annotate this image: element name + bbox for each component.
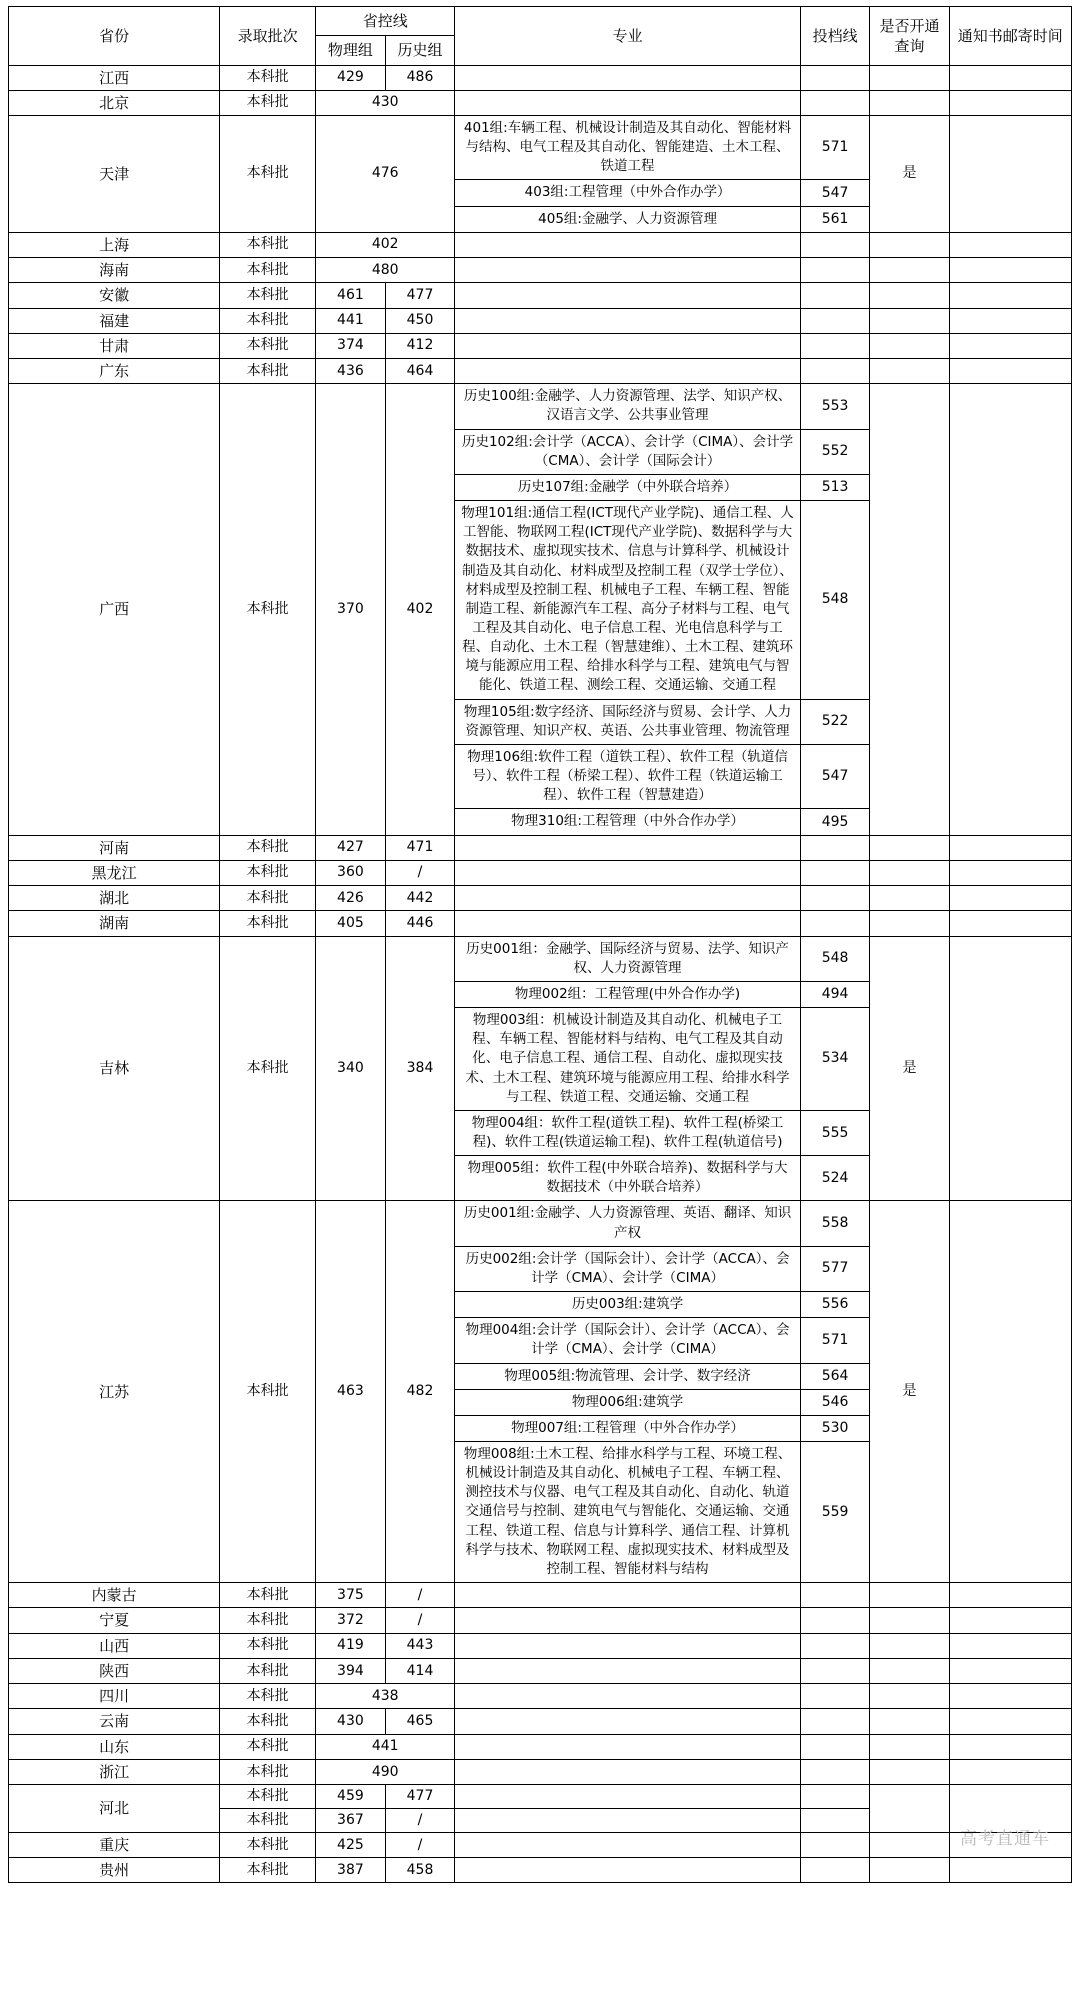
header-physics-group: 物理组 <box>316 36 386 65</box>
cell-province: 黑龙江 <box>9 860 220 885</box>
cell-admission-score: 546 <box>800 1389 870 1415</box>
cell-admission-score: 524 <box>800 1156 870 1201</box>
cell-admission-score: 564 <box>800 1363 870 1389</box>
cell-batch: 本科批 <box>220 258 316 283</box>
cell-mail-time <box>949 1734 1071 1759</box>
cell-batch: 本科批 <box>220 283 316 308</box>
cell-admission-score <box>800 835 870 860</box>
cell-control-line: 476 <box>316 116 455 233</box>
cell-major: 405组:金融学、人力资源管理 <box>455 206 801 232</box>
cell-mail-time <box>949 860 1071 885</box>
cell-major <box>455 1684 801 1709</box>
cell-admission-score: 530 <box>800 1415 870 1441</box>
cell-physics-line: 425 <box>316 1832 386 1857</box>
cell-admission-score <box>800 283 870 308</box>
cell-admission-score <box>800 65 870 90</box>
cell-query-open: 是 <box>870 1201 949 1583</box>
cell-province: 广东 <box>9 359 220 384</box>
cell-control-line: 438 <box>316 1684 455 1709</box>
cell-province: 上海 <box>9 232 220 257</box>
table-row <box>9 911 1072 936</box>
cell-major <box>455 65 801 90</box>
cell-major <box>455 886 801 911</box>
table-row <box>9 1832 1072 1857</box>
cell-physics-line: 372 <box>316 1608 386 1633</box>
cell-query-open <box>870 308 949 333</box>
cell-query-open <box>870 333 949 358</box>
table-row <box>9 835 1072 860</box>
table-row <box>9 1734 1072 1759</box>
cell-history-line: 477 <box>385 283 455 308</box>
cell-major: 物理005组:物流管理、会计学、数字经济 <box>455 1363 801 1389</box>
cell-major: 物理002组：工程管理(中外合作办学) <box>455 981 801 1007</box>
cell-major: 物理005组：软件工程(中外联合培养)、数据科学与大数据技术（中外联合培养） <box>455 1156 801 1201</box>
cell-batch: 本科批 <box>220 1608 316 1633</box>
cell-physics-line: 367 <box>316 1808 386 1832</box>
cell-admission-score <box>800 1684 870 1709</box>
cell-admission-score <box>800 1658 870 1683</box>
header-history-group: 历史组 <box>385 36 455 65</box>
cell-admission-score <box>800 232 870 257</box>
admission-score-table <box>8 6 1072 1883</box>
table-row <box>9 1608 1072 1633</box>
cell-batch: 本科批 <box>220 308 316 333</box>
cell-query-open <box>870 1583 949 1608</box>
cell-physics-line: 459 <box>316 1785 386 1809</box>
cell-batch: 本科批 <box>220 232 316 257</box>
cell-major <box>455 232 801 257</box>
cell-history-line: 412 <box>385 333 455 358</box>
cell-history-line: 446 <box>385 911 455 936</box>
table-row <box>9 936 1072 981</box>
cell-history-line: 458 <box>385 1858 455 1883</box>
cell-major: 物理101组:通信工程(ICT现代产业学院)、通信工程、人工智能、物联网工程(ICT现代产业学院)、数据科学与大数据技术、虚拟现实技术、信息与计算科学、机械设计制造及其自动化、材料成型及控制工程（双学士学位）、材料成型及控制工程、机械电子工程、车辆工程、智能制造工程、新能源汽车工程、高分子材料与工程、电气工程及其自动化、电子信息工程、光电信息科学与工程、自动化、土木工程（智慧建维）、土木工程、建筑环境与能源应用工程、给排水科学与工程、建筑电气与智能化、铁道工程、测绘工程、交通运输、交通工程 <box>455 501 801 700</box>
cell-batch: 本科批 <box>220 911 316 936</box>
cell-batch: 本科批 <box>220 835 316 860</box>
cell-major: 物理106组:软件工程（道铁工程）、软件工程（轨道信号）、软件工程（桥梁工程）、软件工程（铁道运输工程）、软件工程（智慧建造） <box>455 744 801 808</box>
header-control-line: 省控线 <box>316 7 455 36</box>
cell-mail-time <box>949 886 1071 911</box>
cell-province: 浙江 <box>9 1759 220 1784</box>
cell-province: 福建 <box>9 308 220 333</box>
cell-mail-time <box>949 232 1071 257</box>
cell-major: 物理007组:工程管理（中外合作办学） <box>455 1415 801 1441</box>
cell-batch: 本科批 <box>220 1858 316 1883</box>
cell-admission-score <box>800 1785 870 1809</box>
cell-admission-score: 559 <box>800 1442 870 1583</box>
cell-batch: 本科批 <box>220 860 316 885</box>
cell-mail-time <box>949 116 1071 233</box>
table-row <box>9 333 1072 358</box>
cell-control-line: 490 <box>316 1759 455 1784</box>
cell-province: 广西 <box>9 384 220 835</box>
table-row <box>9 1633 1072 1658</box>
cell-batch: 本科批 <box>220 1583 316 1608</box>
cell-admission-score: 561 <box>800 206 870 232</box>
cell-physics-line: 461 <box>316 283 386 308</box>
cell-batch: 本科批 <box>220 1684 316 1709</box>
cell-query-open: 是 <box>870 936 949 1201</box>
cell-history-line: / <box>385 1832 455 1857</box>
cell-history-line: / <box>385 1608 455 1633</box>
cell-major <box>455 1808 801 1832</box>
cell-admission-score <box>800 1858 870 1883</box>
cell-physics-line: 374 <box>316 333 386 358</box>
cell-major: 历史100组:金融学、人力资源管理、法学、知识产权、汉语言文学、公共事业管理 <box>455 384 801 429</box>
cell-major <box>455 1832 801 1857</box>
cell-history-line: / <box>385 1583 455 1608</box>
cell-physics-line: 463 <box>316 1201 386 1583</box>
cell-province: 吉林 <box>9 936 220 1201</box>
cell-mail-time <box>949 1633 1071 1658</box>
cell-admission-score <box>800 1583 870 1608</box>
cell-major <box>455 308 801 333</box>
table-row <box>9 1658 1072 1683</box>
cell-province: 天津 <box>9 116 220 233</box>
cell-admission-score <box>800 359 870 384</box>
cell-major <box>455 1658 801 1683</box>
cell-physics-line: 360 <box>316 860 386 885</box>
cell-query-open: 是 <box>870 116 949 233</box>
cell-major: 历史107组:金融学（中外联合培养） <box>455 474 801 500</box>
cell-admission-score <box>800 333 870 358</box>
cell-batch: 本科批 <box>220 1201 316 1583</box>
cell-admission-score: 558 <box>800 1201 870 1246</box>
cell-major: 历史001组：金融学、国际经济与贸易、法学、知识产权、人力资源管理 <box>455 936 801 981</box>
cell-admission-score <box>800 1808 870 1832</box>
cell-admission-score: 494 <box>800 981 870 1007</box>
cell-admission-score <box>800 1832 870 1857</box>
cell-major: 物理008组:土木工程、给排水科学与工程、环境工程、机械设计制造及其自动化、机械电子工程、车辆工程、测控技术与仪器、电气工程及其自动化、自动化、轨道交通信号与控制、建筑电气与智能化、交通运输、交通工程、铁道工程、信息与计算科学、通信工程、计算机科学与技术、物联网工程、虚拟现实技术、材料成型及控制工程、智能材料与结构 <box>455 1442 801 1583</box>
cell-mail-time <box>949 1608 1071 1633</box>
cell-query-open <box>870 232 949 257</box>
cell-query-open <box>870 1633 949 1658</box>
cell-physics-line: 370 <box>316 384 386 835</box>
table-row <box>9 1709 1072 1734</box>
cell-admission-score <box>800 886 870 911</box>
cell-history-line: 486 <box>385 65 455 90</box>
cell-mail-time <box>949 258 1071 283</box>
table-row <box>9 258 1072 283</box>
header-major: 专业 <box>455 7 801 66</box>
cell-query-open <box>870 1608 949 1633</box>
cell-major: 403组:工程管理（中外合作办学） <box>455 180 801 206</box>
cell-mail-time <box>949 1201 1071 1583</box>
cell-major <box>455 1608 801 1633</box>
table-row <box>9 1785 1072 1809</box>
cell-admission-score <box>800 308 870 333</box>
cell-province: 山东 <box>9 1734 220 1759</box>
cell-batch: 本科批 <box>220 1808 316 1832</box>
cell-mail-time <box>949 308 1071 333</box>
cell-province: 宁夏 <box>9 1608 220 1633</box>
cell-batch: 本科批 <box>220 65 316 90</box>
cell-history-line: 464 <box>385 359 455 384</box>
cell-batch: 本科批 <box>220 1785 316 1809</box>
cell-admission-score <box>800 258 870 283</box>
cell-mail-time <box>949 1658 1071 1683</box>
cell-admission-score <box>800 1633 870 1658</box>
table-row <box>9 359 1072 384</box>
cell-province: 湖北 <box>9 886 220 911</box>
cell-mail-time <box>949 1684 1071 1709</box>
table-row <box>9 283 1072 308</box>
cell-province: 陕西 <box>9 1658 220 1683</box>
cell-history-line: 442 <box>385 886 455 911</box>
cell-province: 河南 <box>9 835 220 860</box>
cell-admission-score: 548 <box>800 501 870 700</box>
cell-province: 山西 <box>9 1633 220 1658</box>
cell-query-open <box>870 860 949 885</box>
cell-physics-line: 441 <box>316 308 386 333</box>
cell-physics-line: 436 <box>316 359 386 384</box>
cell-batch: 本科批 <box>220 384 316 835</box>
cell-major: 物理004组:会计学（国际会计）、会计学（ACCA）、会计学（CMA）、会计学（CIMA） <box>455 1318 801 1363</box>
cell-major: 物理310组:工程管理（中外合作办学） <box>455 809 801 835</box>
cell-control-line: 480 <box>316 258 455 283</box>
cell-major: 历史001组:金融学、人力资源管理、英语、翻译、知识产权 <box>455 1201 801 1246</box>
cell-query-open <box>870 384 949 835</box>
cell-history-line: 384 <box>385 936 455 1201</box>
cell-major <box>455 1858 801 1883</box>
cell-query-open <box>870 911 949 936</box>
cell-batch: 本科批 <box>220 90 316 115</box>
cell-query-open <box>870 65 949 90</box>
cell-batch: 本科批 <box>220 886 316 911</box>
cell-mail-time <box>949 835 1071 860</box>
cell-query-open <box>870 1759 949 1784</box>
cell-admission-score: 522 <box>800 699 870 744</box>
cell-admission-score <box>800 1608 870 1633</box>
table-row <box>9 1759 1072 1784</box>
cell-query-open <box>870 835 949 860</box>
cell-history-line: 402 <box>385 384 455 835</box>
cell-control-line: 430 <box>316 90 455 115</box>
cell-major <box>455 258 801 283</box>
cell-admission-score: 495 <box>800 809 870 835</box>
cell-admission-score: 556 <box>800 1292 870 1318</box>
cell-mail-time <box>949 333 1071 358</box>
cell-mail-time <box>949 65 1071 90</box>
cell-major <box>455 90 801 115</box>
cell-mail-time <box>949 90 1071 115</box>
cell-control-line: 402 <box>316 232 455 257</box>
cell-major <box>455 1734 801 1759</box>
cell-query-open <box>870 1858 949 1883</box>
table-row <box>9 1201 1072 1246</box>
cell-physics-line: 426 <box>316 886 386 911</box>
cell-admission-score: 547 <box>800 744 870 808</box>
cell-batch: 本科批 <box>220 359 316 384</box>
header-mail-time: 通知书邮寄时间 <box>949 7 1071 66</box>
cell-batch: 本科批 <box>220 936 316 1201</box>
cell-query-open <box>870 258 949 283</box>
cell-major <box>455 359 801 384</box>
cell-major: 历史102组:会计学（ACCA）、会计学（CIMA）、会计学（CMA）、会计学（国际会计） <box>455 429 801 474</box>
cell-batch: 本科批 <box>220 1633 316 1658</box>
cell-mail-time <box>949 911 1071 936</box>
cell-history-line: / <box>385 860 455 885</box>
cell-mail-time <box>949 1759 1071 1784</box>
table-row <box>9 886 1072 911</box>
cell-admission-score <box>800 1734 870 1759</box>
table-row <box>9 1684 1072 1709</box>
cell-admission-score: 513 <box>800 474 870 500</box>
cell-major <box>455 283 801 308</box>
table-row <box>9 384 1072 429</box>
cell-physics-line: 429 <box>316 65 386 90</box>
cell-query-open <box>870 283 949 308</box>
cell-admission-score <box>800 860 870 885</box>
cell-batch: 本科批 <box>220 333 316 358</box>
table-row <box>9 65 1072 90</box>
cell-major <box>455 1785 801 1809</box>
cell-major: 物理004组：软件工程(道铁工程)、软件工程(桥梁工程)、软件工程(铁道运输工程)、软件工程(轨道信号) <box>455 1110 801 1155</box>
cell-province: 江苏 <box>9 1201 220 1583</box>
cell-major <box>455 835 801 860</box>
cell-major <box>455 1709 801 1734</box>
cell-major <box>455 1759 801 1784</box>
cell-major <box>455 1583 801 1608</box>
cell-query-open <box>870 1785 949 1833</box>
table-row <box>9 90 1072 115</box>
cell-province: 内蒙古 <box>9 1583 220 1608</box>
cell-history-line: 443 <box>385 1633 455 1658</box>
table-row <box>9 1583 1072 1608</box>
cell-history-line: 414 <box>385 1658 455 1683</box>
cell-major <box>455 860 801 885</box>
cell-admission-score <box>800 1709 870 1734</box>
cell-admission-score: 571 <box>800 116 870 180</box>
cell-province: 甘肃 <box>9 333 220 358</box>
table-row <box>9 860 1072 885</box>
cell-province: 海南 <box>9 258 220 283</box>
table-row <box>9 1858 1072 1883</box>
cell-query-open <box>870 1658 949 1683</box>
cell-batch: 本科批 <box>220 1734 316 1759</box>
cell-admission-score: 548 <box>800 936 870 981</box>
cell-admission-score <box>800 911 870 936</box>
cell-province: 江西 <box>9 65 220 90</box>
cell-province: 安徽 <box>9 283 220 308</box>
cell-major <box>455 333 801 358</box>
cell-physics-line: 387 <box>316 1858 386 1883</box>
cell-mail-time <box>949 283 1071 308</box>
cell-province: 河北 <box>9 1785 220 1833</box>
cell-physics-line: 405 <box>316 911 386 936</box>
cell-control-line: 441 <box>316 1734 455 1759</box>
cell-physics-line: 419 <box>316 1633 386 1658</box>
cell-query-open <box>870 1684 949 1709</box>
cell-major: 物理006组:建筑学 <box>455 1389 801 1415</box>
cell-query-open <box>870 1709 949 1734</box>
cell-major: 物理003组：机械设计制造及其自动化、机械电子工程、车辆工程、智能材料与结构、电气工程及其自动化、电子信息工程、通信工程、自动化、虚拟现实技术、土木工程、建筑环境与能源应用工程、给排水科学与工程、铁道工程、交通运输、交通工程 <box>455 1008 801 1111</box>
cell-batch: 本科批 <box>220 1709 316 1734</box>
cell-mail-time <box>949 936 1071 1201</box>
cell-history-line: 477 <box>385 1785 455 1809</box>
cell-admission-score <box>800 90 870 115</box>
cell-physics-line: 340 <box>316 936 386 1201</box>
table-row <box>9 308 1072 333</box>
cell-batch: 本科批 <box>220 1658 316 1683</box>
score-table-page <box>0 6 1080 1883</box>
cell-query-open <box>870 886 949 911</box>
cell-admission-score: 547 <box>800 180 870 206</box>
cell-history-line: 450 <box>385 308 455 333</box>
cell-major: 历史003组:建筑学 <box>455 1292 801 1318</box>
header-province: 省份 <box>9 7 220 66</box>
cell-mail-time <box>949 1583 1071 1608</box>
cell-admission-score: 553 <box>800 384 870 429</box>
cell-admission-score: 577 <box>800 1246 870 1291</box>
header-admission-score: 投档线 <box>800 7 870 66</box>
cell-admission-score <box>800 1759 870 1784</box>
cell-mail-time <box>949 1709 1071 1734</box>
cell-history-line: / <box>385 1808 455 1832</box>
cell-province: 四川 <box>9 1684 220 1709</box>
table-header-row <box>9 7 1072 36</box>
cell-physics-line: 375 <box>316 1583 386 1608</box>
cell-province: 云南 <box>9 1709 220 1734</box>
cell-mail-time <box>949 359 1071 384</box>
cell-admission-score: 571 <box>800 1318 870 1363</box>
cell-major: 401组:车辆工程、机械设计制造及其自动化、智能材料与结构、电气工程及其自动化、智能建造、土木工程、铁道工程 <box>455 116 801 180</box>
table-row <box>9 232 1072 257</box>
table-row <box>9 116 1072 180</box>
cell-mail-time <box>949 1858 1071 1883</box>
cell-major: 物理105组:数字经济、国际经济与贸易、会计学、人力资源管理、知识产权、英语、公共事业管理、物流管理 <box>455 699 801 744</box>
cell-province: 贵州 <box>9 1858 220 1883</box>
cell-physics-line: 427 <box>316 835 386 860</box>
cell-province: 北京 <box>9 90 220 115</box>
cell-major <box>455 911 801 936</box>
header-query-open: 是否开通查询 <box>870 7 949 66</box>
cell-mail-time <box>949 384 1071 835</box>
cell-history-line: 471 <box>385 835 455 860</box>
cell-query-open <box>870 90 949 115</box>
cell-query-open <box>870 359 949 384</box>
cell-admission-score: 552 <box>800 429 870 474</box>
cell-admission-score: 555 <box>800 1110 870 1155</box>
cell-physics-line: 394 <box>316 1658 386 1683</box>
cell-history-line: 482 <box>385 1201 455 1583</box>
cell-history-line: 465 <box>385 1709 455 1734</box>
cell-province: 湖南 <box>9 911 220 936</box>
cell-batch: 本科批 <box>220 1759 316 1784</box>
cell-admission-score: 534 <box>800 1008 870 1111</box>
cell-query-open <box>870 1832 949 1857</box>
cell-province: 重庆 <box>9 1832 220 1857</box>
cell-major <box>455 1633 801 1658</box>
cell-major: 历史002组:会计学（国际会计）、会计学（ACCA）、会计学（CMA）、会计学（CIMA） <box>455 1246 801 1291</box>
watermark: 高考直通车 <box>960 1829 1050 1850</box>
cell-batch: 本科批 <box>220 116 316 233</box>
cell-physics-line: 430 <box>316 1709 386 1734</box>
cell-batch: 本科批 <box>220 1832 316 1857</box>
cell-query-open <box>870 1734 949 1759</box>
header-batch: 录取批次 <box>220 7 316 66</box>
